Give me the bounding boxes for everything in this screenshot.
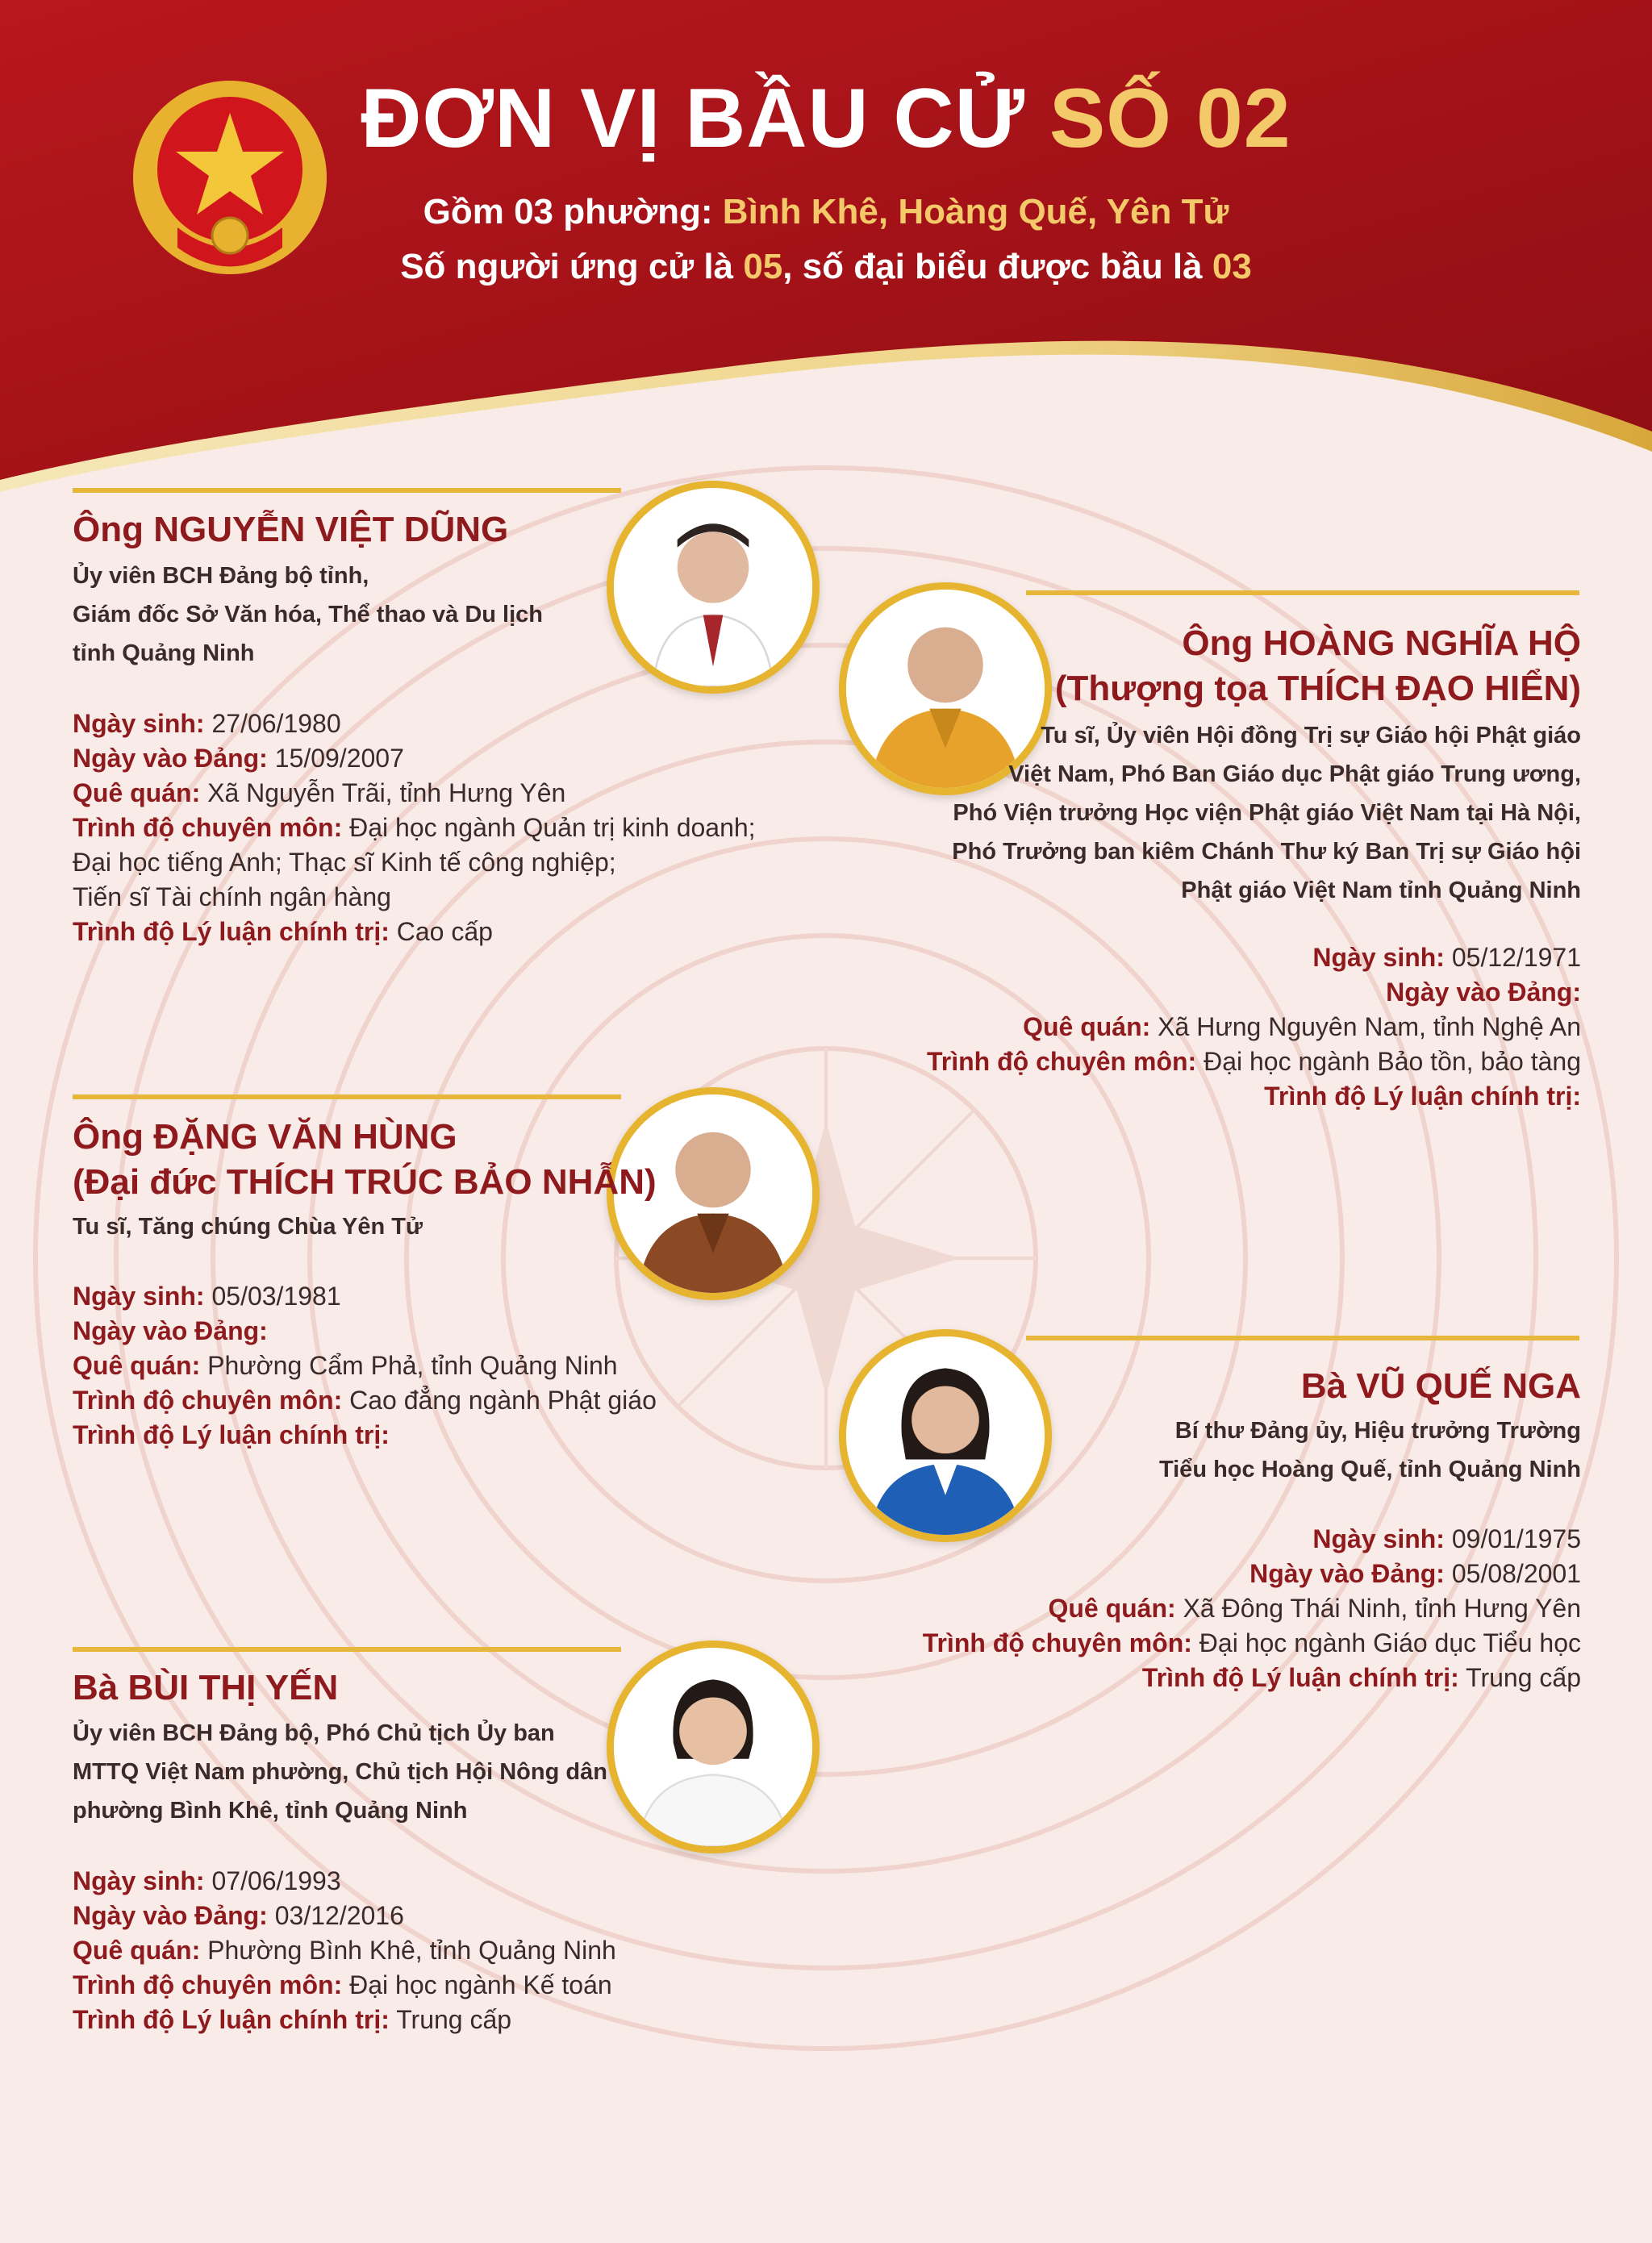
candidate-name: Ông NGUYỄN VIỆT DŨNG bbox=[73, 510, 509, 549]
candidate-count-line: Số người ứng cử là 05, số đại biểu được bầu là 03 bbox=[400, 247, 1252, 286]
woman-portrait-icon bbox=[607, 1641, 820, 1853]
divider-rule bbox=[1026, 590, 1579, 595]
candidate-role: Bí thư Đảng ủy, Hiệu trưởng Trường Tiểu học Hoàng Quế, tỉnh Quảng Ninh bbox=[1158, 1418, 1581, 1482]
candidate-role: Ủy viên BCH Đảng bộ, Phó Chủ tịch Ủy ban MTTQ Việt Nam phường, Chủ tịch Hội Nông dân phường Bình Khê, tỉnh Quảng Ninh bbox=[73, 1720, 607, 1824]
man-portrait-icon bbox=[607, 481, 820, 694]
page-title: ĐƠN VỊ BẦU CỬ SỐ 02 bbox=[361, 72, 1291, 165]
divider-rule bbox=[73, 1647, 621, 1652]
candidate-role: Ủy viên BCH Đảng bộ tỉnh, Giám đốc Sở Văn hóa, Thể thao và Du lịch tỉnh Quảng Ninh bbox=[73, 563, 544, 666]
candidate-name: Bà VŨ QUẾ NGA bbox=[1300, 1366, 1581, 1406]
candidate-name: Ông ĐẶNG VĂN HÙNG (Đại đức THÍCH TRÚC BẢO NHẪN) bbox=[73, 1117, 657, 1202]
candidate-info: Ngày sinh: 27/06/1980 Ngày vào Đảng: 15/09/2007 Quê quán: Xã Nguyễn Trãi, tỉnh Hưng Yên Trình độ chuyên môn: Đại học ngành Quản trị kinh doanh; Đại học tiếng Anh; Thạc sĩ Kinh tế công nghiệp; Tiến sĩ Tài chính ngân hàng Trình độ Lý luận chính trị: Cao cấp bbox=[73, 709, 756, 946]
candidate-info: Ngày sinh: 07/06/1993 Ngày vào Đảng: 03/12/2016 Quê quán: Phường Bình Khê, tỉnh Quảng Ninh Trình độ chuyên môn: Đại học ngành Kế toán Trình độ Lý luận chính trị: Trung cấp bbox=[73, 1866, 616, 2034]
candidate-info: Ngày sinh: 09/01/1975 Ngày vào Đảng: 05/08/2001 Quê quán: Xã Đông Thái Ninh, tỉnh Hưng Yên Trình độ chuyên môn: Đại học ngành Giáo dục Tiểu học Trình độ Lý luận chính trị: Trung cấp bbox=[922, 1524, 1581, 1692]
candidate-info: Ngày sinh: 05/12/1971 Ngày vào Đảng: Quê quán: Xã Hưng Nguyên Nam, tỉnh Nghệ An Trình độ chuyên môn: Đại học ngành Bảo tồn, bảo tàng Trình độ Lý luận chính trị: bbox=[926, 943, 1581, 1111]
divider-rule bbox=[73, 488, 621, 493]
wards-line: Gồm 03 phường: Bình Khê, Hoàng Quế, Yên Tử bbox=[423, 192, 1229, 231]
divider-rule bbox=[73, 1094, 621, 1099]
candidate-role: Tu sĩ, Tăng chúng Chùa Yên Tử bbox=[73, 1214, 423, 1240]
candidate-name: Bà BÙI THỊ YẾN bbox=[73, 1668, 339, 1707]
divider-rule bbox=[1026, 1336, 1579, 1340]
candidate-info: Ngày sinh: 05/03/1981 Ngày vào Đảng: Quê quán: Phường Cẩm Phả, tỉnh Quảng Ninh Trình độ chuyên môn: Cao đẳng ngành Phật giáo Trình độ Lý luận chính trị: bbox=[73, 1282, 657, 1449]
candidate-role: Tu sĩ, Ủy viên Hội đồng Trị sự Giáo hội Phật giáo Việt Nam, Phó Ban Giáo dục Phật giáo Trung ương, Phó Viện trưởng Học viện Phật giáo Việt Nam tại Hà Nội, Phó Trưởng ban kiêm Chánh Thư ký Ban Trị sự Giáo hội Phật giáo Việt Nam tỉnh Quảng Ninh bbox=[952, 723, 1581, 903]
candidate-name: Ông HOÀNG NGHĨA HỘ (Thượng tọa THÍCH ĐẠO HIỂN) bbox=[1054, 623, 1581, 708]
